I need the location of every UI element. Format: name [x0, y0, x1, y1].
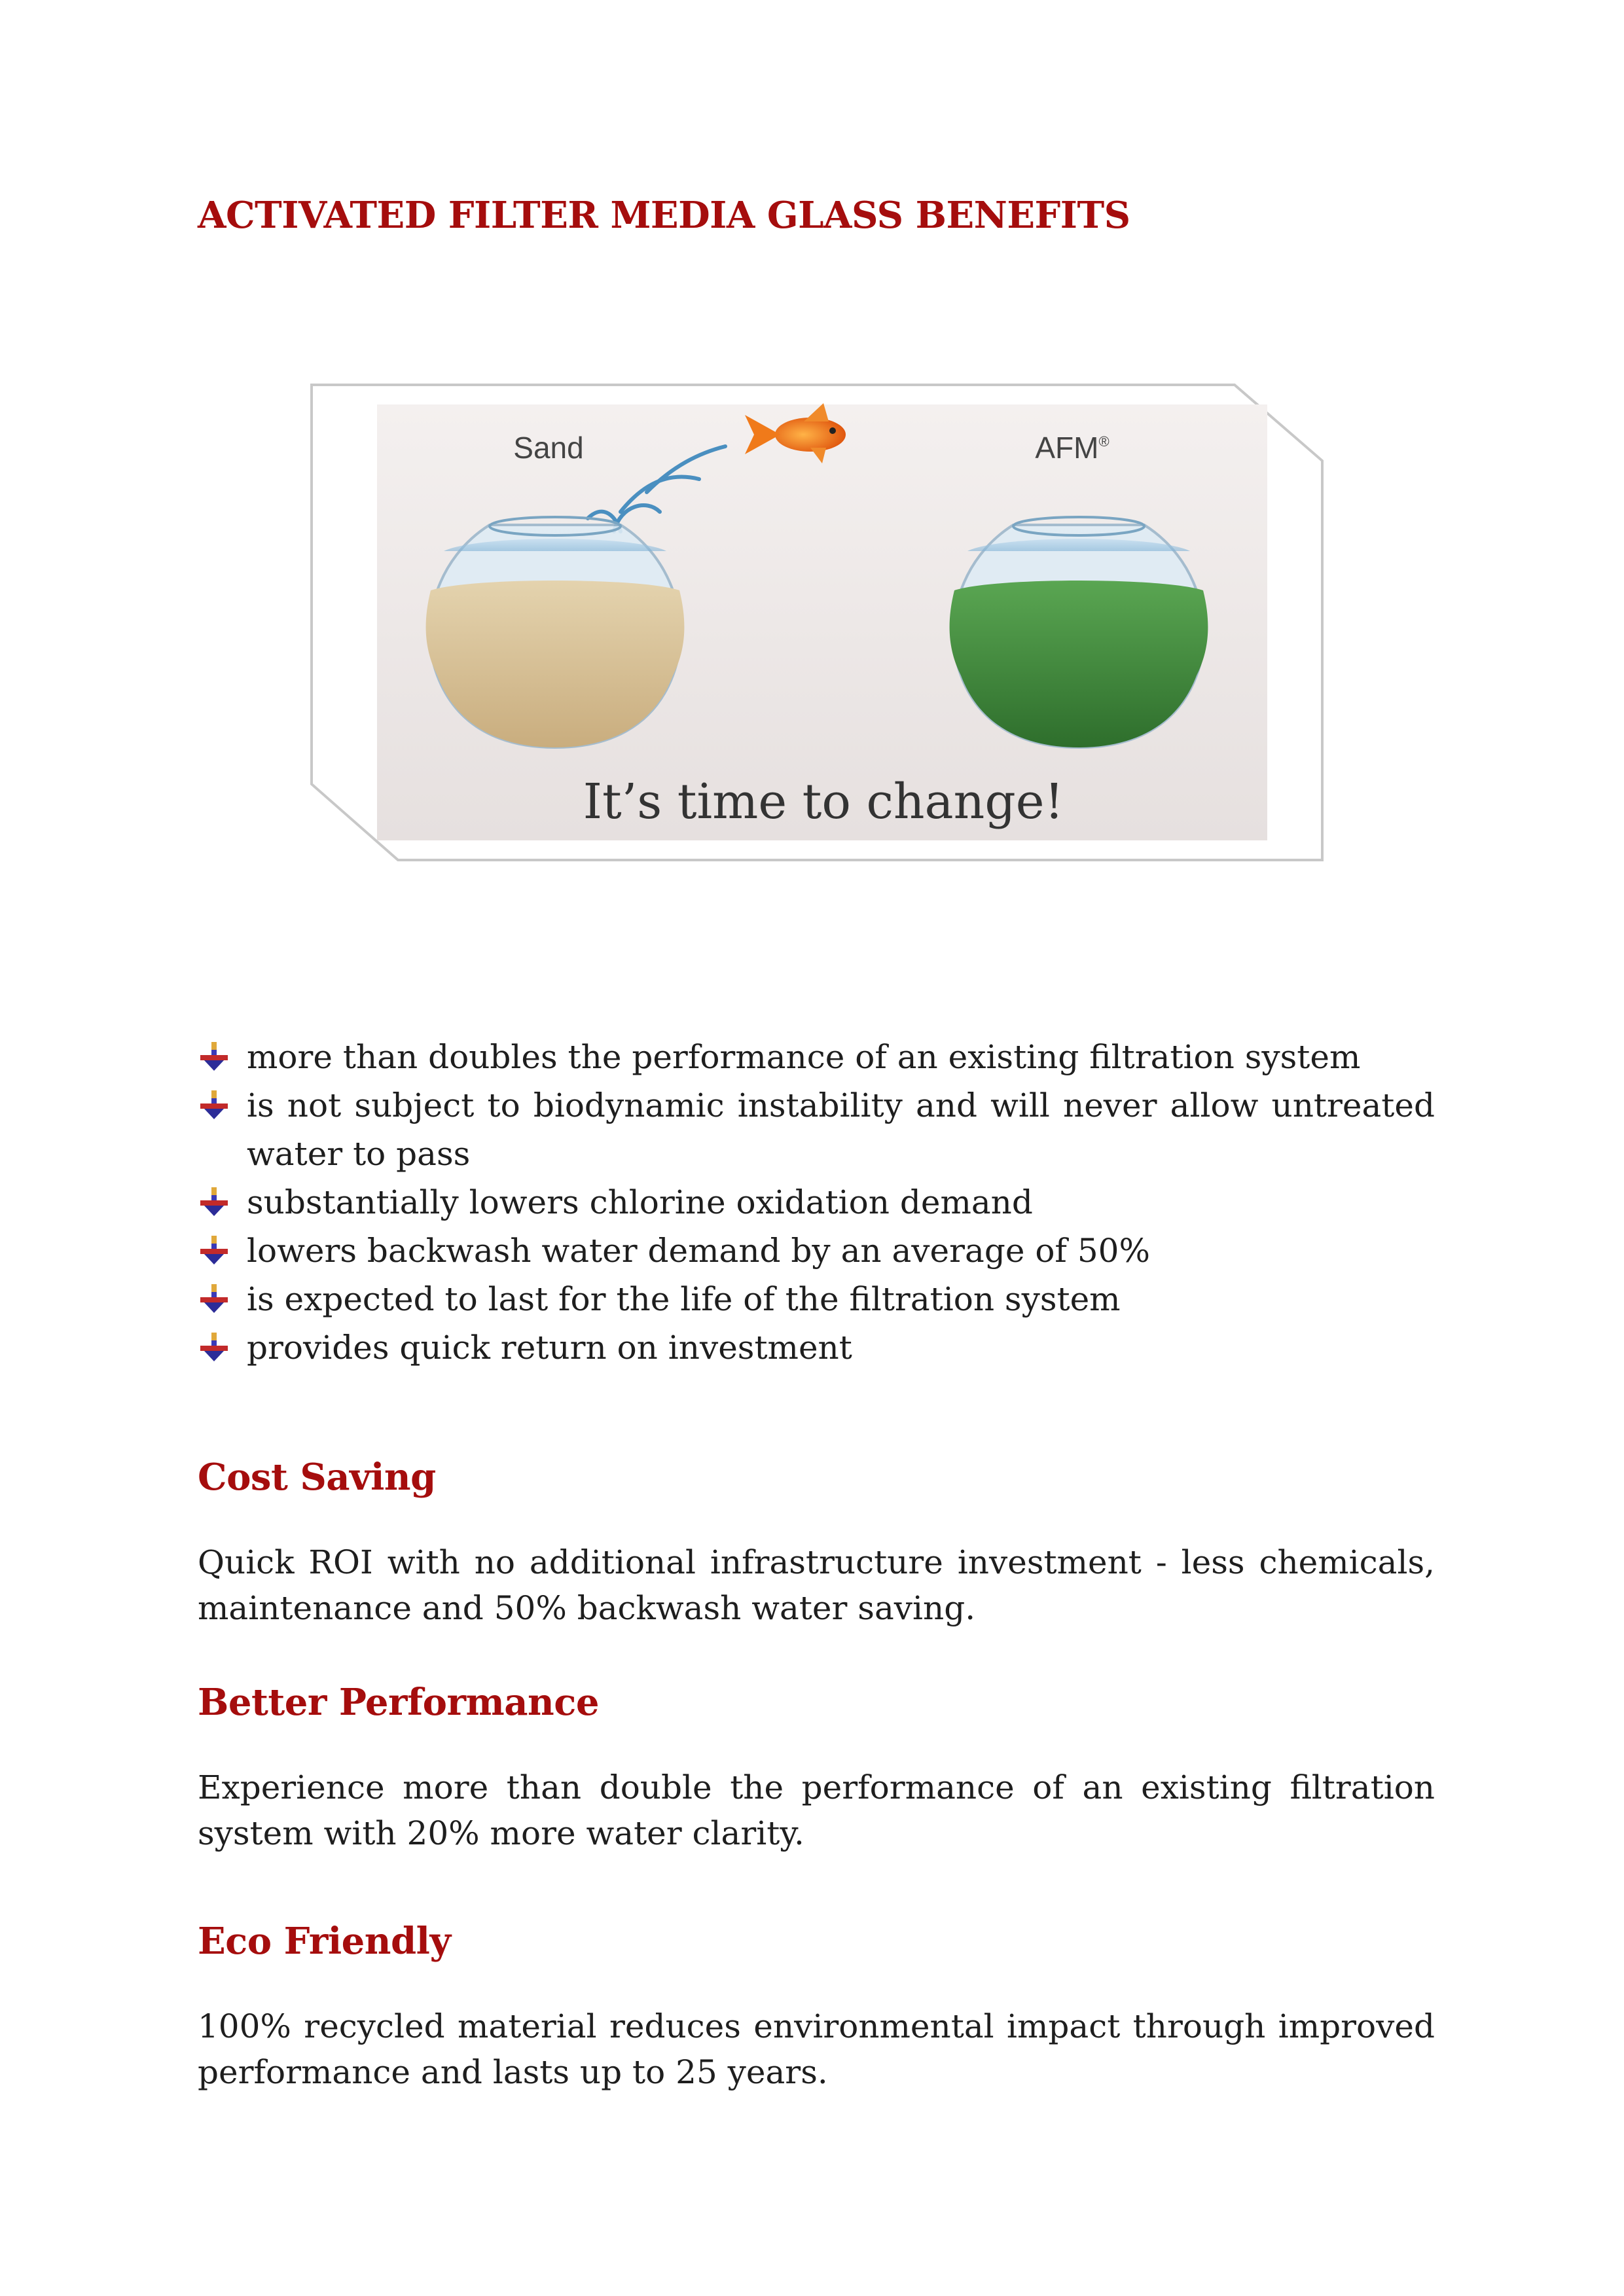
afm-bowl — [950, 517, 1208, 747]
image-caption: It’s time to change! — [583, 774, 1064, 830]
page-title: ACTIVATED FILTER MEDIA GLASS BENEFITS — [198, 194, 1130, 237]
section-text: Quick ROI with no additional infrastructure investment - less chemicals, maintenance and 50% backwash water saving. — [198, 1543, 1435, 1627]
list-item: more than doubles the performance of an existing filtration system — [198, 1033, 1435, 1081]
sand-label: Sand — [513, 431, 584, 465]
section-heading: Eco Friendly — [198, 1920, 451, 1963]
list-item: is not subject to biodynamic instability and will never allow untreated water to pass — [198, 1081, 1435, 1178]
list-item: substantially lowers chlorine oxidation demand — [198, 1178, 1435, 1227]
list-item: provides quick return on investment — [198, 1323, 1435, 1372]
section-heading: Better Performance — [198, 1681, 599, 1724]
down-arrow-bullet-icon — [200, 1284, 228, 1313]
section-text: Experience more than double the performance of an existing filtration system with 20% more water clarity. — [198, 1768, 1435, 1852]
section-eco-friendly — [198, 1920, 1435, 2095]
list-item: lowers backwash water demand by an average of 50% — [198, 1227, 1435, 1275]
sand-bowl — [426, 517, 685, 747]
comparison-image — [306, 381, 1327, 862]
list-item: is expected to last for the life of the filtration system — [198, 1275, 1435, 1323]
section-cost-saving — [198, 1456, 1435, 1631]
down-arrow-bullet-icon — [200, 1236, 228, 1265]
down-arrow-bullet-icon — [200, 1042, 228, 1071]
down-arrow-bullet-icon — [200, 1090, 228, 1119]
down-arrow-bullet-icon — [200, 1187, 228, 1216]
afm-label: AFM® — [1035, 431, 1110, 465]
section-better-performance — [198, 1681, 1435, 1856]
benefits-list — [198, 1033, 1435, 1372]
down-arrow-bullet-icon — [200, 1333, 228, 1361]
section-heading: Cost Saving — [198, 1456, 436, 1499]
section-text: 100% recycled material reduces environmental impact through improved performance and lasts up to 25 years. — [198, 2007, 1435, 2091]
